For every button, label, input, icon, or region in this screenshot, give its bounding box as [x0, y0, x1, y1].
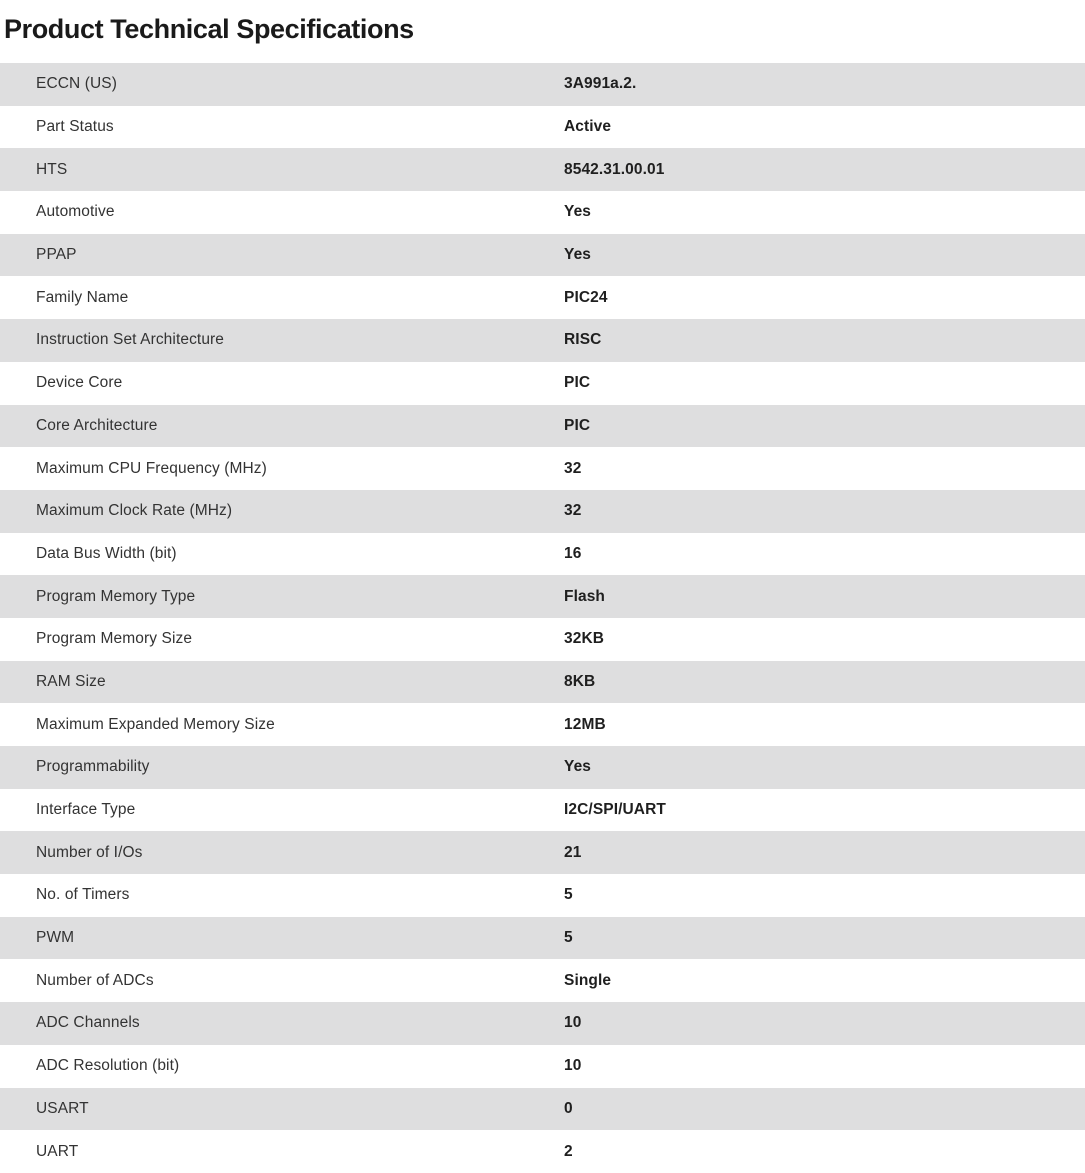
spec-value: 12MB — [564, 715, 606, 733]
table-row — [0, 746, 1085, 789]
spec-label: Instruction Set Architecture — [36, 331, 225, 349]
spec-label: ECCN (US) — [36, 75, 117, 93]
spec-value: Flash — [564, 587, 605, 605]
spec-value: 5 — [564, 929, 573, 947]
table-row — [0, 789, 1085, 832]
spec-label: Program Memory Type — [36, 587, 196, 605]
spec-value: 0 — [564, 1099, 573, 1117]
table-row — [0, 276, 1085, 319]
table-row — [0, 1130, 1085, 1173]
table-row — [0, 1045, 1085, 1088]
spec-label: PWM — [36, 929, 75, 947]
table-row — [0, 959, 1085, 1002]
table-row — [0, 1002, 1085, 1045]
table-row — [0, 874, 1085, 917]
spec-value: 32KB — [564, 630, 605, 648]
table-row — [0, 234, 1085, 277]
spec-value: 10 — [564, 1057, 582, 1075]
spec-value: Active — [564, 118, 612, 136]
spec-label: PPAP — [36, 246, 77, 264]
spec-value: 3A991a.2. — [564, 75, 637, 93]
spec-label: Maximum Expanded Memory Size — [36, 715, 275, 733]
spec-label: Maximum CPU Frequency (MHz) — [36, 459, 267, 477]
spec-label: Program Memory Size — [36, 630, 193, 648]
spec-value: Yes — [564, 758, 592, 776]
spec-value: Yes — [564, 203, 592, 221]
spec-label: Family Name — [36, 288, 129, 306]
table-row — [0, 63, 1085, 106]
spec-label: Device Core — [36, 374, 123, 392]
spec-value: 5 — [564, 886, 573, 904]
spec-label: ADC Channels — [36, 1014, 140, 1032]
table-row — [0, 1088, 1085, 1131]
spec-label: Programmability — [36, 758, 150, 776]
spec-value: PIC — [564, 374, 591, 392]
spec-value: 32 — [564, 459, 582, 477]
spec-value: PIC24 — [564, 288, 608, 306]
spec-label: Interface Type — [36, 801, 136, 819]
spec-value: 21 — [564, 843, 582, 861]
table-row — [0, 362, 1085, 405]
table-row — [0, 575, 1085, 618]
table-row — [0, 917, 1085, 960]
spec-value: Single — [564, 971, 612, 989]
spec-value: 2 — [564, 1142, 573, 1160]
spec-label: ADC Resolution (bit) — [36, 1057, 180, 1075]
spec-label: No. of Timers — [36, 886, 130, 904]
table-row — [0, 405, 1085, 448]
spec-label: HTS — [36, 160, 68, 178]
table-row — [0, 533, 1085, 576]
spec-label: Maximum Clock Rate (MHz) — [36, 502, 233, 520]
spec-label: RAM Size — [36, 672, 106, 690]
table-row — [0, 447, 1085, 490]
spec-value: I2C/SPI/UART — [564, 801, 666, 819]
table-row — [0, 618, 1085, 661]
spec-label: UART — [36, 1142, 79, 1160]
table-row — [0, 703, 1085, 746]
table-row — [0, 661, 1085, 704]
table-row — [0, 148, 1085, 191]
spec-label: Number of ADCs — [36, 971, 154, 989]
spec-value: 8KB — [564, 672, 596, 690]
spec-label: Automotive — [36, 203, 115, 221]
table-row — [0, 106, 1085, 149]
spec-label: Number of I/Os — [36, 843, 143, 861]
page-title: Product Technical Specifications — [4, 14, 414, 44]
spec-value: RISC — [564, 331, 602, 349]
table-body — [0, 63, 1085, 1173]
table-row — [0, 319, 1085, 362]
table-row — [0, 490, 1085, 533]
table-row — [0, 191, 1085, 234]
spec-label: USART — [36, 1099, 89, 1117]
table-row — [0, 831, 1085, 874]
spec-value: PIC — [564, 416, 591, 434]
spec-value: 8542.31.00.01 — [564, 160, 665, 178]
spec-label: Core Architecture — [36, 416, 158, 434]
spec-label: Data Bus Width (bit) — [36, 544, 177, 562]
product-specifications-table — [0, 63, 1085, 1173]
spec-label: Part Status — [36, 118, 114, 136]
spec-value: Yes — [564, 246, 592, 264]
spec-value: 10 — [564, 1014, 582, 1032]
spec-value: 32 — [564, 502, 582, 520]
spec-value: 16 — [564, 544, 582, 562]
